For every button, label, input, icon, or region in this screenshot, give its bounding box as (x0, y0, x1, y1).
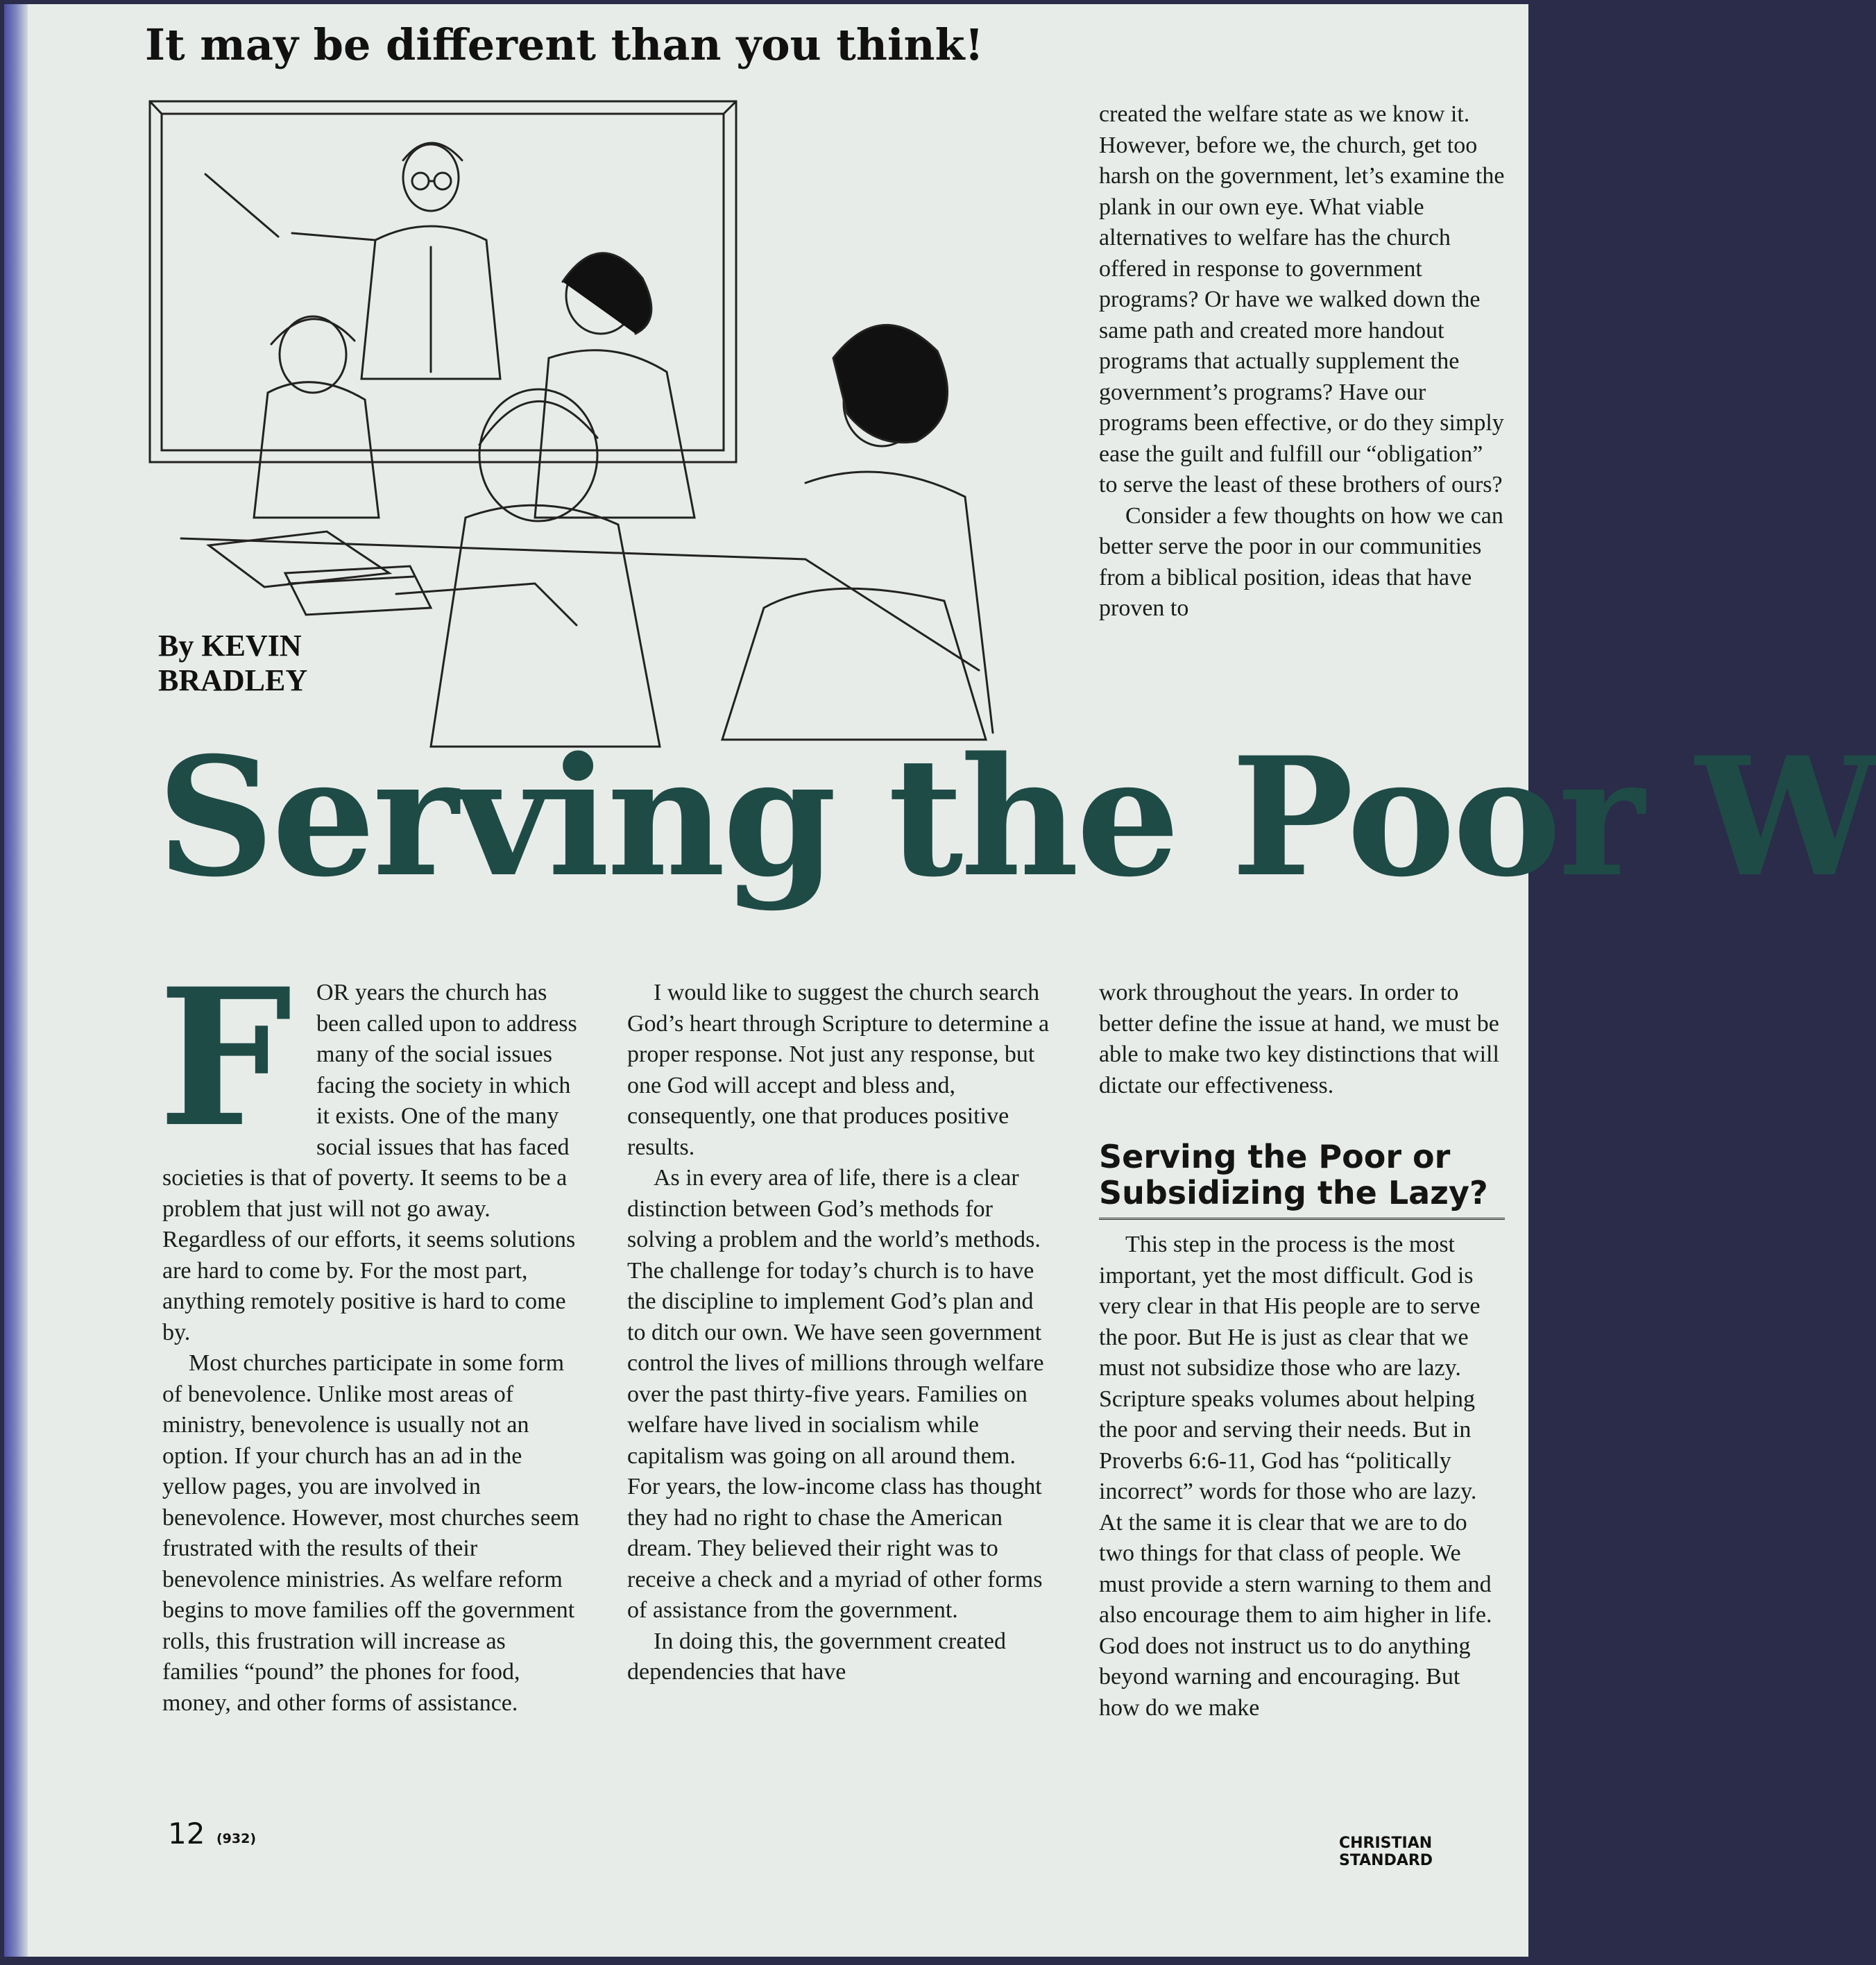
drop-cap: F (158, 948, 293, 1169)
body-column-2 (627, 978, 1054, 1688)
top-right-column (1099, 99, 1505, 624)
body-column-1 (158, 948, 586, 1719)
article-headline: Serving the Poor W (157, 722, 1876, 913)
byline-line-2: BRADLEY (158, 663, 308, 697)
paragraph: As in every area of life, there is a clear distinction between God’s methods for solving a problem and the world’s methods. The challenge for today’s church is to have the discipline to implement God’s plan and to ditch our own. We have seen government control the lives of millions through welfare over the past thirty-five years. Families on welfare have lived in socialism while capitalism was going on all around them. For years, the low-income class has thought they had no right to chase the American dream. They believed their right was to receive a check and a myriad of other forms of assistance from the government. (627, 1165, 1044, 1623)
paragraph: Consider a few thoughts on how we can better serve the poor in our communities from a biblical position, ideas that have proven to (1099, 502, 1503, 621)
paragraph: OR years the church has been called upon to address many of the social issues facing the society in which it exists. One of the many social issues that has faced societies is that of poverty. It seems to be a problem that just will not go away. Regardless of our efforts, it seems solutions are hard to come by. For the most part, anything remotely positive is hard to come by. (162, 980, 577, 1345)
byline (158, 629, 307, 698)
kicker-line: It may be different than you think! (145, 19, 984, 70)
magazine-page (4, 4, 1876, 1957)
paragraph: This step in the process is the most important, yet the most difficult. God is very clear in that His people are to serve the poor. But He is just as clear that we must not subsidize those who are lazy. Scripture speaks volumes about helping the poor and serving their needs. But in Proverbs 6:6-11, God has “politically incorrect” words for those who are lazy. At the same it is clear that we are to do two things for that class of people. We must provide a stern warning to them and also encourage them to aim higher in life. God does not instruct us to do anything beyond warning and encouraging. But how do we make (1099, 1232, 1492, 1721)
binding-spine (4, 4, 28, 1957)
page-code: (932) (216, 1831, 257, 1846)
publication-name: CHRISTIAN STANDARD (1339, 1835, 1433, 1869)
byline-line-1: By KEVIN (158, 629, 302, 663)
page-number: 12 (168, 1817, 205, 1851)
paragraph: In doing this, the government created dependencies that have (627, 1628, 1006, 1685)
body-column-3 (1099, 978, 1505, 1724)
section-subhead: Serving the Poor or Subsidizing the Lazy? (1099, 1139, 1505, 1220)
paragraph: I would like to suggest the church search God’s heart through Scripture to determine a proper response. Not just any response, but one God will accept and bless and, consequently, one that produces positive results. (627, 980, 1050, 1160)
paragraph: created the welfare state as we know it. However, before we, the church, get too harsh on the government, let’s examine the plank in our own eye. What viable alternatives to welfare has the church offered in response to government programs? Or have we walked down the same path and created more handout programs that actually supplement the government’s programs? Have our programs been effective, or do they simply ease the guilt and fulfill our “obligation” to serve the least of these brothers of ours? (1099, 101, 1505, 497)
paragraph: Most churches participate in some form of benevolence. Unlike most areas of ministry, benevolence is usually not an option. If your church has an ad in the yellow pages, you are involved in benevolence. However, most churches seem frustrated with the results of their benevolence ministries. As welfare reform begins to move families off the government rolls, this frustration will increase as families “pound” the phones for food, money, and other forms of assistance. (162, 1350, 579, 1716)
paragraph: work throughout the years. In order to better define the issue at hand, we must be able to make two key distinctions that will dictate our effectiveness. (1099, 980, 1499, 1098)
